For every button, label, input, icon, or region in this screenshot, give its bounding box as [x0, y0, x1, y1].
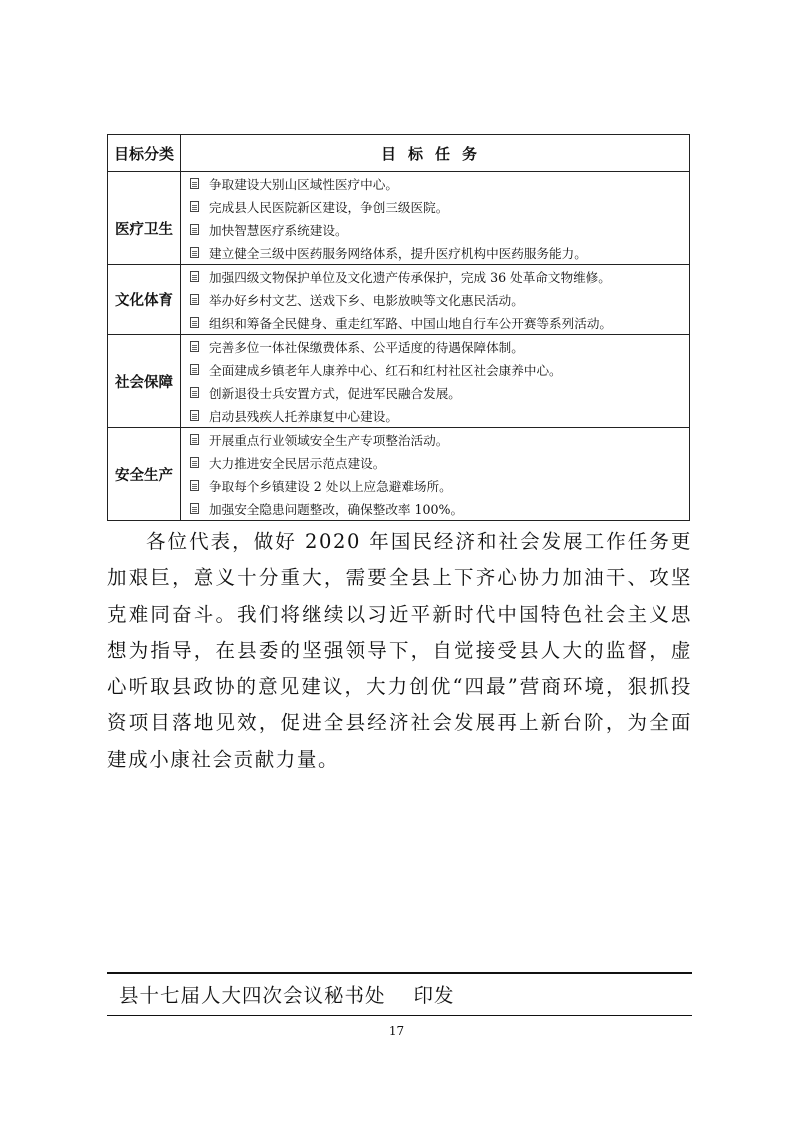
table-row [108, 428, 690, 521]
document-icon [190, 503, 199, 514]
category-cell [108, 172, 181, 265]
task-text: 启动县残疾人托养康复中心建设。 [209, 409, 398, 424]
task-text: 争取建设大别山区域性医疗中心。 [209, 177, 398, 192]
list-item [181, 497, 689, 520]
document-icon [190, 457, 199, 468]
category-label: 社会保障 [115, 374, 173, 391]
document-icon [190, 480, 199, 491]
footer-line [119, 980, 455, 1008]
list-item [181, 311, 689, 334]
document-icon [190, 294, 199, 305]
list-item [181, 172, 689, 195]
list-item [181, 451, 689, 474]
category-label: 安全生产 [115, 467, 173, 484]
document-icon [190, 201, 199, 212]
list-item [181, 358, 689, 381]
task-text: 举办好乡村文艺、送戏下乡、电影放映等文化惠民活动。 [209, 293, 524, 308]
page-number: 17 [388, 1024, 405, 1038]
list-item [181, 335, 689, 358]
document-icon [190, 224, 199, 235]
list-item [181, 381, 689, 404]
table-row [108, 265, 690, 335]
category-label: 医疗卫生 [115, 222, 173, 238]
document-icon [190, 434, 199, 445]
table-header-row [108, 135, 690, 172]
task-text: 创新退役士兵安置方式，促进军民融合发展。 [209, 386, 461, 401]
closing-paragraph: 各位代表，做好 2020 年国民经济和社会发展工作任务更加艰巨，意义十分重大，需要全县上下齐心协力加油干、攻坚克难同奋斗。我们将继续以习近平新时代中国特色社会主义思想为指导，在县委的坚强领导下，自觉接受县人大的监督，虚心听取县政协的意见建议，大力创优“四最”营商环境，狠抓投资项目落地见效，促进全县经济社会发展再上新台阶，为全面建成小康社会贡献力量。 [107, 530, 692, 771]
task-text: 加强四级文物保护单位及文化遗产传承保护，完成 36 处革命文物维修。 [209, 270, 611, 285]
task-text: 建立健全三级中医药服务网络体系，提升医疗机构中医药服务能力。 [209, 246, 587, 261]
document-icon [190, 341, 199, 352]
task-list [181, 335, 690, 428]
document-icon [190, 387, 199, 398]
document-icon [190, 317, 199, 328]
list-item [181, 218, 689, 241]
category-cell [108, 428, 181, 521]
task-text: 完成县人民医院新区建设，争创三级医院。 [209, 200, 449, 215]
task-list [181, 428, 690, 521]
document-icon [190, 271, 199, 282]
task-text: 开展重点行业领域安全生产专项整治活动。 [209, 433, 449, 448]
table-row [108, 335, 690, 428]
list-item [181, 265, 689, 288]
task-table [107, 134, 690, 521]
table-row [108, 172, 690, 265]
document-icon [190, 410, 199, 421]
document-icon [190, 364, 199, 375]
document-icon [190, 247, 199, 258]
task-text: 加强安全隐患问题整改，确保整改率 100%。 [209, 502, 464, 517]
category-label: 文化体育 [115, 293, 173, 309]
footer-issuer: 县十七届人大四次会议秘书处 [119, 984, 386, 1007]
header-category: 目标分类 [108, 135, 181, 172]
task-text: 完善多位一体社保缴费体系、公平适度的待遇保障体制。 [209, 340, 524, 355]
footer-action: 印发 [413, 984, 455, 1007]
list-item [181, 288, 689, 311]
list-item [181, 474, 689, 497]
document-icon [190, 178, 199, 189]
footer-top-rule [107, 972, 692, 974]
list-item [181, 195, 689, 218]
task-list [181, 265, 690, 335]
task-text: 组织和筹备全民健身、重走红军路、中国山地自行车公开赛等系列活动。 [209, 316, 612, 331]
task-text: 大力推进安全民居示范点建设。 [209, 456, 386, 471]
category-cell [108, 335, 181, 428]
category-cell [108, 265, 181, 335]
list-item [181, 428, 689, 451]
task-text: 争取每个乡镇建设 2 处以上应急避难场所。 [209, 479, 452, 494]
header-tasks: 目标任务 [181, 135, 690, 172]
task-list [181, 172, 690, 265]
list-item [181, 241, 689, 264]
task-text: 全面建成乡镇老年人康养中心、红石和红村社区社会康养中心。 [209, 363, 562, 378]
footer-bottom-rule [107, 1015, 692, 1016]
task-text: 加快智慧医疗系统建设。 [209, 223, 348, 238]
list-item [181, 404, 689, 427]
